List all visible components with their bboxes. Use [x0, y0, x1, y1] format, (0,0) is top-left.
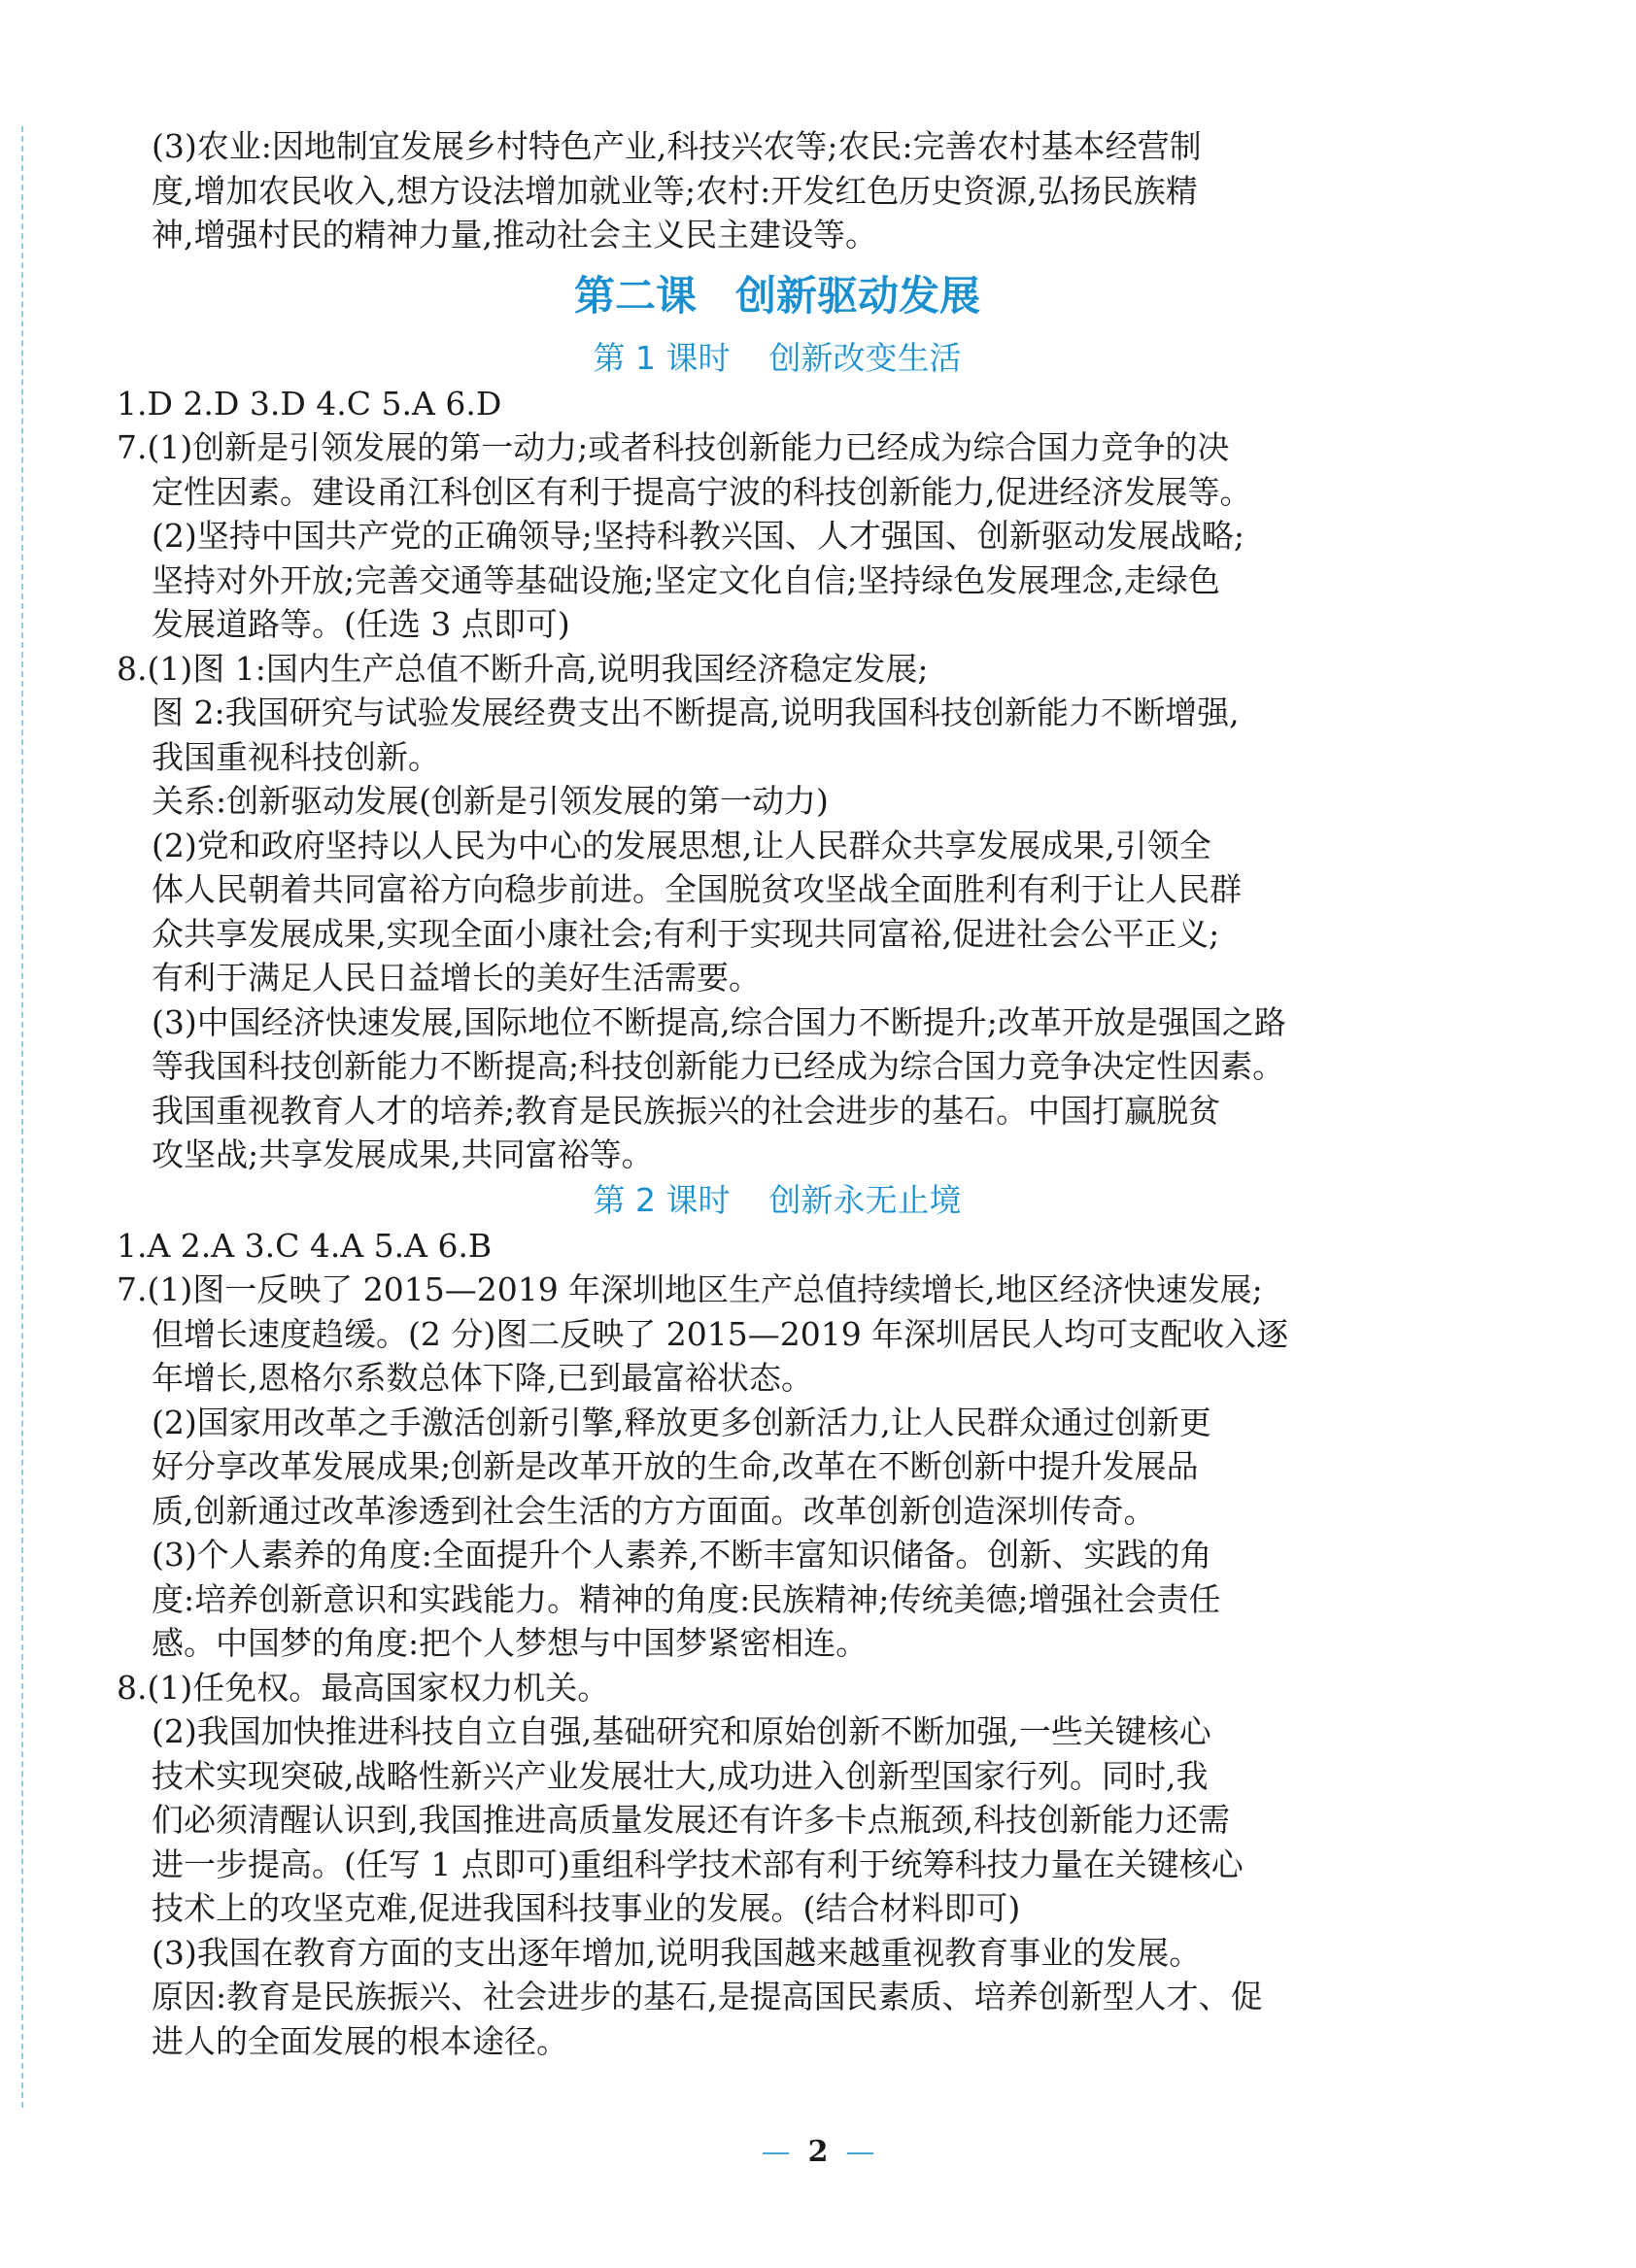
footer-dash-left: —: [761, 2135, 791, 2169]
text-line: 等我国科技创新能力不断提高;科技创新能力已经成为综合国力竞争决定性因素。: [152, 1047, 1285, 1085]
text-line: 8.(1)图 1:国内生产总值不断升高,说明我国经济稳定发展;: [117, 649, 929, 688]
footer-dash-right: —: [845, 2135, 875, 2169]
text-line: 发展道路等。(任选 3 点即可): [152, 605, 570, 643]
text-line: (3)农业:因地制宜发展乡村特色产业,科技兴农等;农民:完善农村基本经营制: [152, 127, 1202, 165]
text-line: (2)国家用改革之手激活创新引擎,释放更多创新活力,让人民群众通过创新更: [152, 1403, 1211, 1441]
text-line: 质,创新通过改革渗透到社会生活的方方面面。改革创新创造深圳传奇。: [152, 1491, 1156, 1530]
text-line: (2)党和政府坚持以人民为中心的发展思想,让人民群众共享发展成果,引领全: [152, 826, 1211, 864]
period-1-title: [117, 335, 1438, 382]
text-line: 关系:创新驱动发展(创新是引领发展的第一动力): [152, 782, 829, 820]
text-line: 们必须清醒认识到,我国推进高质量发展还有许多卡点瓶颈,科技创新能力还需: [152, 1801, 1230, 1839]
text-line: 度:培养创新意识和实践能力。精神的角度:民族精神;传统美德;增强社会责任: [152, 1579, 1221, 1618]
text-line: 定性因素。建设甬江科创区有利于提高宁波的科技创新能力,促进经济发展等。: [152, 472, 1252, 511]
text-line: 攻坚战;共享发展成果,共同富裕等。: [152, 1135, 654, 1173]
text-line: (3)我国在教育方面的支出逐年增加,说明我国越来越重视教育事业的发展。: [152, 1933, 1202, 1972]
text-line: 感。中国梦的角度:把个人梦想与中国梦紧密相连。: [152, 1624, 869, 1662]
lesson-name: 创新驱动发展: [735, 271, 981, 320]
text-line: 原因:教育是民族振兴、社会进步的基石,是提高国民素质、培养创新型人才、促: [152, 1978, 1263, 2015]
text-line: (2)我国加快推进科技自立自强,基础研究和原始创新不断加强,一些关键核心: [152, 1712, 1211, 1750]
text-line: 我国重视教育人才的培养;教育是民族振兴的社会进步的基石。中国打赢脱贫: [152, 1091, 1221, 1130]
period-1-number: 第 1 课时: [593, 338, 731, 377]
choice-answers: 1.A 2.A 3.C 4.A 5.A 6.B: [117, 1226, 493, 1265]
text-line: 图 2:我国研究与试验发展经费支出不断提高,说明我国科技创新能力不断增强,: [152, 694, 1240, 731]
period-2-number: 第 2 课时: [593, 1180, 731, 1219]
text-line: 但增长速度趋缓。(2 分)图二反映了 2015—2019 年深圳居民人均可支配收入逐: [152, 1314, 1289, 1353]
text-line: (3)个人素养的角度:全面提升个人素养,不断丰富知识储备。创新、实践的角: [152, 1536, 1212, 1574]
text-line: 度,增加农民收入,想方设法增加就业等;农村:开发红色历史资源,弘扬民族精: [152, 171, 1198, 210]
text-line: 技术实现突破,战略性新兴产业发展壮大,成功进入创新型国家行列。同时,我: [152, 1756, 1209, 1795]
period-2-title: [117, 1177, 1438, 1224]
text-line: 7.(1)创新是引领发展的第一动力;或者科技创新能力已经成为综合国力竞争的决: [117, 428, 1230, 466]
text-line: 8.(1)任免权。最高国家权力机关。: [117, 1668, 610, 1707]
lesson-number: 第二课: [573, 271, 697, 320]
period-1-name: 创新改变生活: [768, 338, 962, 377]
text-line: 7.(1)图一反映了 2015—2019 年深圳地区生产总值持续增长,地区经济快速发展;: [117, 1270, 1263, 1308]
text-line: 体人民朝着共同富裕方向稳步前进。全国脱贫攻坚战全面胜利有利于让人民群: [152, 870, 1242, 908]
text-line: 我国重视科技创新。: [152, 737, 440, 776]
text-line: 有利于满足人民日益增长的美好生活需要。: [152, 959, 761, 997]
text-line: (2)坚持中国共产党的正确领导;坚持科教兴国、人才强国、创新驱动发展战略;: [152, 517, 1244, 555]
period-2-name: 创新永无止境: [768, 1180, 962, 1219]
text-line: 坚持对外开放;完善交通等基础设施;坚定文化自信;坚持绿色发展理念,走绿色: [152, 560, 1220, 599]
text-line: 进一步提高。(任写 1 点即可)重组科学技术部有利于统筹科技力量在关键核心: [152, 1845, 1244, 1883]
text-line: 年增长,恩格尔系数总体下降,已到最富裕状态。: [152, 1359, 813, 1397]
text-line: 神,增强村民的精神力量,推动社会主义民主建设等。: [152, 216, 877, 254]
text-line: 进人的全面发展的根本途径。: [152, 2021, 568, 2060]
page-number: 2: [807, 2135, 829, 2169]
binding-margin-line: [21, 126, 23, 2108]
page-footer: [0, 2135, 1636, 2169]
lesson-title: [117, 257, 1438, 335]
text-line: (3)中国经济快速发展,国际地位不断提高,综合国力不断提升;改革开放是强国之路: [152, 1002, 1286, 1041]
text-line: 好分享改革发展成果;创新是改革开放的生命,改革在不断创新中提升发展品: [152, 1447, 1199, 1485]
answer-content: [117, 124, 1438, 2063]
choice-answers: 1.D 2.D 3.D 4.C 5.A 6.D: [117, 384, 502, 423]
text-line: 技术上的攻坚克难,促进我国科技事业的发展。(结合材料即可): [152, 1889, 1021, 1927]
text-line: 众共享发展成果,实现全面小康社会;有利于实现共同富裕,促进社会公平正义;: [152, 914, 1220, 953]
